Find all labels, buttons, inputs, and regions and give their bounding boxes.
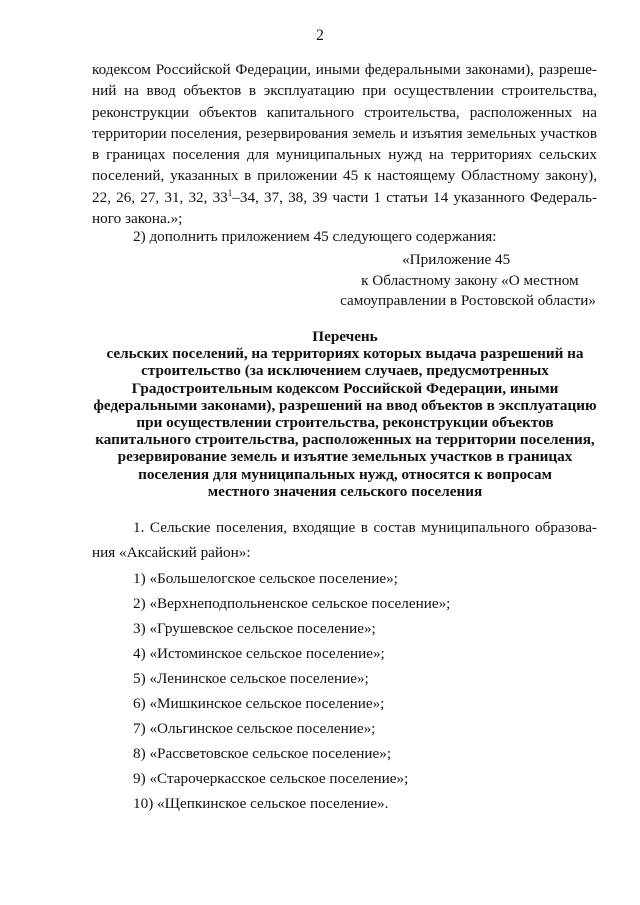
list-item: 10) «Щепкинское сельское поселение». — [133, 795, 389, 812]
intro-line7-before: 22, 26, 27, 31, 32, 33 — [92, 188, 228, 206]
list-item: 5) «Ленинское сельское поселение»; — [133, 670, 369, 687]
superscript: 1 — [227, 187, 233, 198]
heading-line: поселения для муниципальных нужд, относятся к вопросам — [138, 465, 552, 483]
intro-line: ний на ввод объектов в эксплуатацию при осуществлении строительства, — [92, 82, 597, 100]
appendix-title: «Приложение 45 — [402, 251, 511, 268]
heading-line: Градостроительным кодексом Российской Федерации, иными — [131, 379, 559, 397]
intro-line: в границах поселения для муниципальных нужд на территориях сельских — [92, 146, 597, 164]
list-item: 1) «Большелогское сельское поселение»; — [133, 570, 398, 587]
heading-line: при осуществлении строительства, реконструкции объектов — [136, 414, 554, 432]
intro-line: реконструкции объектов капитального строительства, расположенных на — [92, 103, 597, 121]
intro-line7-after: –34, 37, 38, 39 части 1 статьи 14 указанного Федераль- — [232, 188, 597, 206]
appendix-law-line: самоуправлении в Ростовской области» — [340, 292, 596, 309]
list-item: 4) «Истоминское сельское поселение»; — [133, 645, 385, 662]
heading-line: строительство (за исключением случаев, предусмотренных — [141, 362, 549, 380]
intro-line: кодексом Российской Федерации, иными федеральными законами), разреше- — [92, 61, 597, 78]
intro-line: ного закона.»; — [92, 210, 183, 228]
intro-paragraph — [92, 59, 597, 229]
list-item: 2) «Верхнеподпольненское сельское поселение»; — [133, 595, 451, 612]
section-1 — [92, 515, 597, 565]
heading-title: Перечень — [312, 328, 378, 345]
page-number: 2 — [316, 27, 324, 44]
section-1-line: 1. Сельские поселения, входящие в состав муниципального образова- — [133, 519, 597, 536]
list-item: 6) «Мишкинское сельское поселение»; — [133, 695, 385, 712]
intro-line-with-superscript — [92, 187, 597, 208]
heading-line: федеральными законами), разрешений на ввод объектов в эксплуатацию — [93, 396, 597, 414]
list-item: 3) «Грушевское сельское поселение»; — [133, 620, 376, 637]
heading-line: сельских поселений, на территориях которых выдача разрешений на — [106, 345, 584, 363]
list-item: 9) «Старочеркасское сельское поселение»; — [133, 770, 409, 787]
intro-line: поселений, указанных в приложении 45 к настоящему Областному закону), — [92, 167, 597, 185]
list-item: 8) «Рассветовское сельское поселение»; — [133, 745, 392, 762]
list-heading — [80, 328, 610, 500]
appendix-law-line: к Областному закону «О местном — [361, 271, 579, 289]
point-2: 2) дополнить приложением 45 следующего содержания: — [133, 228, 497, 245]
heading-line: капитального строительства, расположенных на территории поселения, — [95, 431, 595, 449]
section-1-line: ния «Аксайский район»: — [92, 544, 251, 561]
heading-line: резервирование земель и изъятие земельных участков в границах — [117, 448, 573, 466]
intro-line: территории поселения, резервирования земель и изъятия земельных участков — [92, 124, 597, 142]
list-item: 7) «Ольгинское сельское поселение»; — [133, 720, 376, 737]
heading-line: местного значения сельского поселения — [207, 482, 483, 500]
appendix-block — [340, 250, 596, 312]
